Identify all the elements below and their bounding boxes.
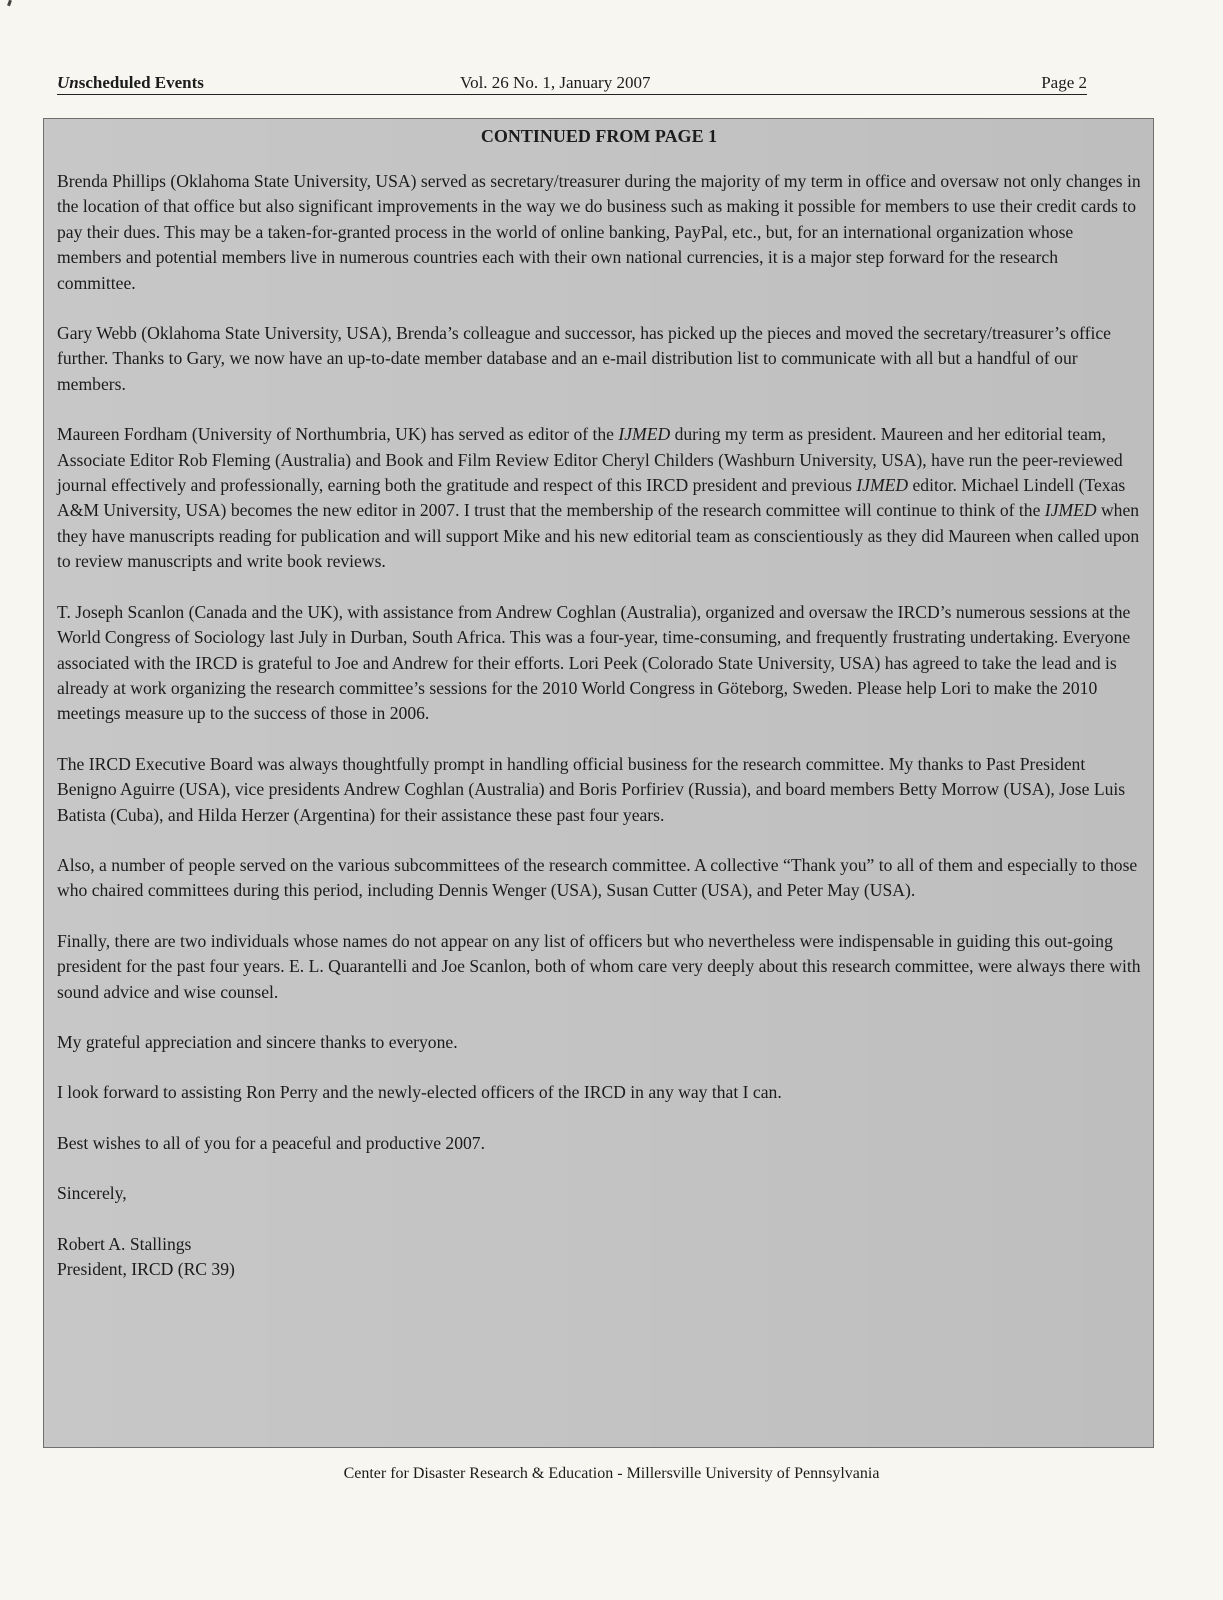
journal-name: IJMED: [1044, 500, 1097, 521]
paragraph-best-wishes: Best wishes to all of you for a peaceful and productive 2007.: [57, 1132, 485, 1153]
journal-name: IJMED: [618, 424, 671, 445]
scan-speck: [7, 0, 12, 6]
closing: Sincerely,: [57, 1183, 127, 1204]
paragraph-phillips: Brenda Phillips (Oklahoma State University, USA) served as secretary/treasurer during the majority of my term in office and oversaw not only changes in the location of that office but also significant improvements in the way we do business such as making it possible for members to use their credit cards to pay their dues. This may be a taken-for-granted process in the world of online banking, PayPal, etc., but, for an international organization whose members and potential members live in numerous countries each with their own national currencies, it is a major step forward for the research committee.: [57, 171, 1141, 293]
page-footer: Center for Disaster Research & Education - Millersville University of Pennsylvania: [343, 1465, 880, 1482]
box-title: CONTINUED FROM PAGE 1: [480, 126, 718, 146]
paragraph-finally: Finally, there are two individuals whose names do not appear on any list of officers but who nevertheless were indispensable in guiding this out-going president for the past four years. E. L. Quarantelli and Joe Scanlon, both of whom care very deeply about this research committee, were always there with sound advice and wise counsel.: [57, 930, 1141, 1002]
paragraph-appreciation: My grateful appreciation and sincere thanks to everyone.: [57, 1031, 458, 1052]
paragraph-subcommittees: Also, a number of people served on the various subcommittees of the research committee. A collective “Thank you” to all of them and especially to those who chaired committees during this period, including Dennis Wenger (USA), Susan Cutter (USA), and Peter May (USA).: [57, 854, 1138, 901]
running-header: [57, 72, 1087, 95]
paragraph-fordham: Maureen Fordham (University of Northumbria, UK) has served as editor of the IJMED during my term as president. Maureen and her editorial team, Associate Editor Rob Fleming (Australia) and Book and Film Review Editor Cheryl Childers (Washburn University, USA), have run the peer-reviewed journal effectively and professionally, earning both the gratitude and respect of this IRCD president and previous IJMED editor. Michael Lindell (Texas A&M University, USA) becomes the new editor in 2007. I trust that the membership of the research committee will continue to think of the IJMED when they have manuscripts reading for publication and will support Mike and his new editorial team as conscientiously as they did Maureen when called upon to review manuscripts and write book reviews.: [57, 424, 1140, 572]
paragraph-scanlon: T. Joseph Scanlon (Canada and the UK), with assistance from Andrew Coghlan (Australia), organized and oversaw the IRCD’s numerous sessions at the World Congress of Sociology last July in Durban, South Africa. This was a four-year, time-consuming, and frequently frustrating undertaking. Everyone associated with the IRCD is grateful to Joe and Andrew for their efforts. Lori Peek (Colorado State University, USA) has agreed to take the lead and is already at work organizing the research committee’s sessions for the 2010 World Congress in Göteborg, Sweden. Please help Lori to make the 2010 meetings measure up to the success of those in 2006.: [57, 601, 1131, 724]
paragraph-webb: Gary Webb (Oklahoma State University, USA), Brenda’s colleague and successor, has picked up the pieces and moved the secretary/treasurer’s office further. Thanks to Gary, we now have an up-to-date member database and an e-mail distribution list to communicate with all but a handful of our members.: [57, 323, 1111, 394]
newsletter-title: Unscheduled Events: [57, 73, 204, 92]
page-number: Page 2: [1041, 73, 1087, 92]
journal-name: IJMED: [856, 475, 909, 496]
paragraph-executive-board: The IRCD Executive Board was always thoughtfully prompt in handling official business for the research committee. My thanks to Past President Benigno Aguirre (USA), vice presidents Andrew Coghlan (Australia) and Boris Porfiriev (Russia), and board members Betty Morrow (USA), Jose Luis Batista (Cuba), and Hilda Herzer (Argentina) for their assistance these past four years.: [57, 753, 1126, 825]
continued-article-box: [43, 118, 1154, 1448]
paragraph-look-forward: I look forward to assisting Ron Perry and the newly-elected officers of the IRCD in any way that I can.: [57, 1082, 782, 1103]
signer-title: President, IRCD (RC 39): [57, 1259, 235, 1279]
signer-name: Robert A. Stallings: [57, 1233, 192, 1254]
issue-info: Vol. 26 No. 1, January 2007: [460, 73, 651, 92]
